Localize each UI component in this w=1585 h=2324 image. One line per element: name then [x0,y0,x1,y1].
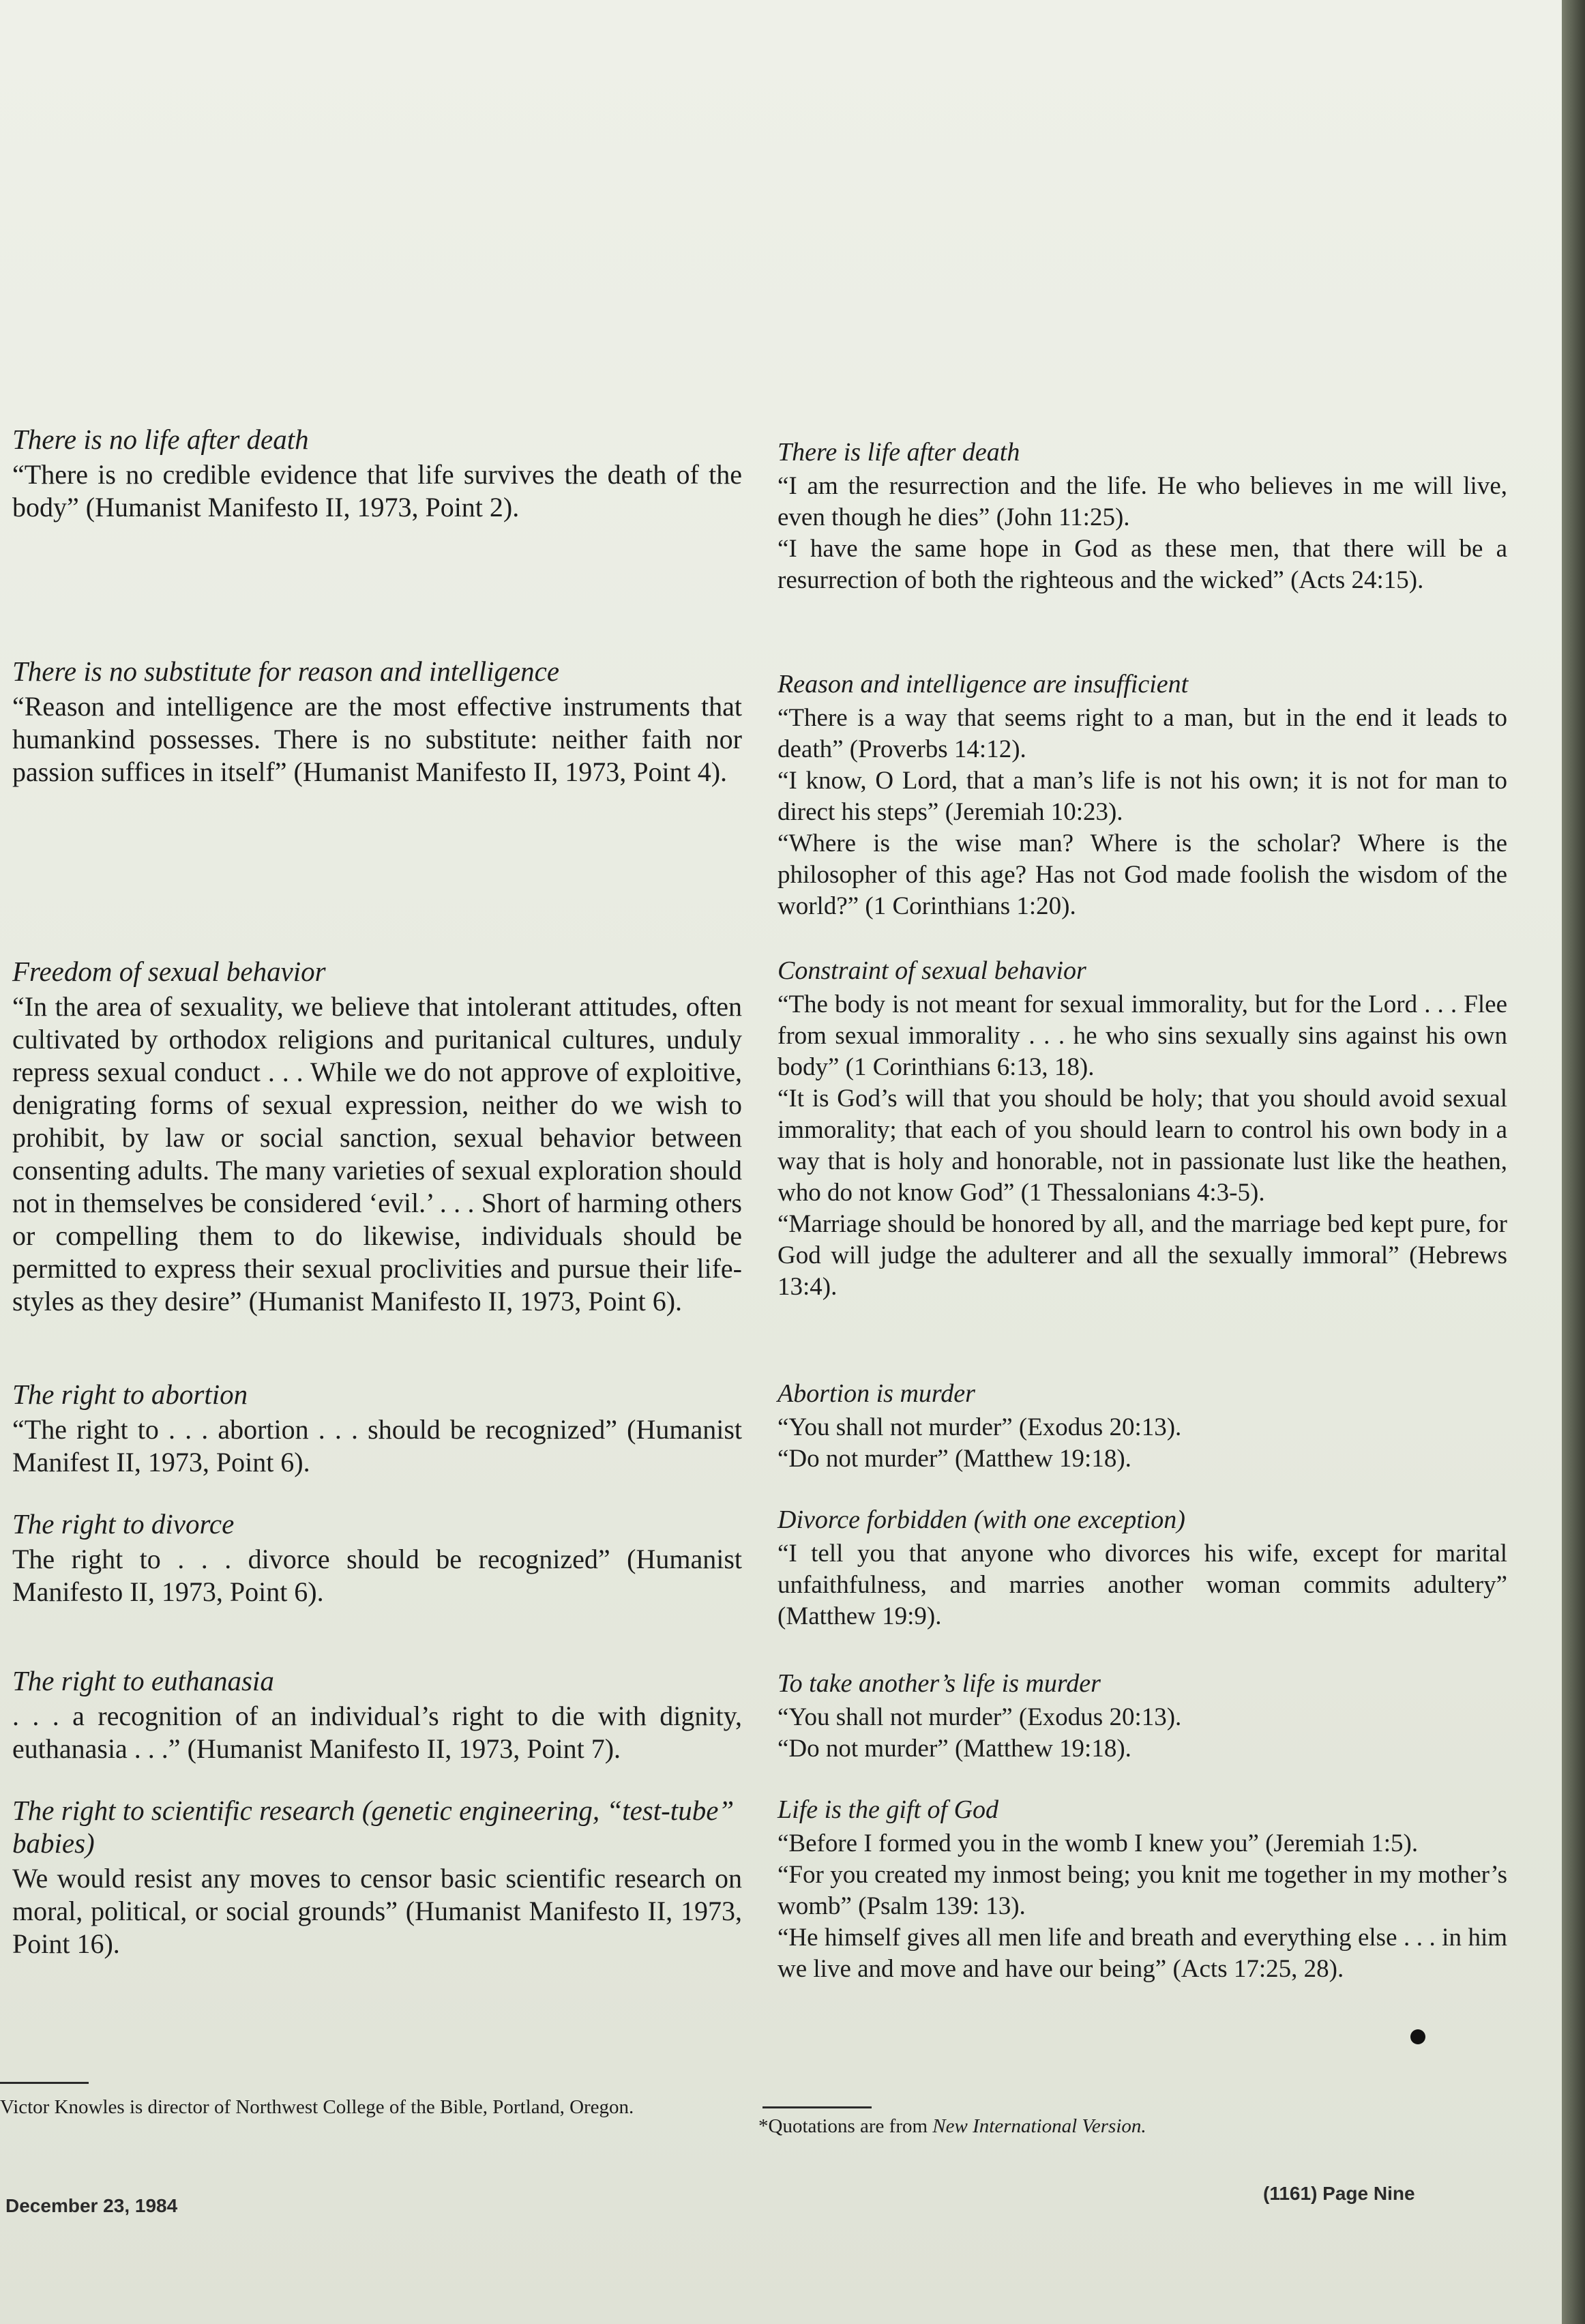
section-title: Divorce forbidden (with one exception) [777,1505,1185,1534]
scripture-quote: “I know, O Lord, that a man’s life is not his own; it is not for man to direct his steps” (Jeremiah 10:23). [777,767,1507,826]
left-section-euthanasia [12,1664,742,1765]
scripture-quote: “For you created my inmost being; you knit me together in my mother’s womb” (Psalm 139: 13). [777,1861,1507,1920]
left-section-abortion [12,1378,742,1479]
page-edge-shadow [1562,0,1585,2324]
right-section-sexual-behavior [777,955,1507,1303]
scripture-quote: “He himself gives all men life and breath and everything else . . . in him we live and move and have our being” (Acts 17:25, 28). [777,1924,1507,1983]
right-section-reason [777,668,1507,922]
section-title: There is life after death [777,438,1020,467]
section-quote: . . . a recognition of an individual’s right to die with dignity, euthanasia . . .” (Humanist Manifesto II, 1973, Point 7). [12,1701,742,1764]
section-title: The right to euthanasia [12,1665,274,1696]
right-section-take-life [777,1668,1507,1765]
section-quote: “There is no credible evidence that life survives the death of the body” (Humanist Manifesto II, 1973, Point 2). [12,459,742,523]
scripture-quote: “Where is the wise man? Where is the scholar? Where is the philosopher of this age? Has not God made foolish the wisdom of the world?” (1 Corinthians 1:20). [777,829,1507,920]
scripture-quote: “You shall not murder” (Exodus 20:13). [777,1413,1182,1441]
section-title: There is no life after death [12,424,309,455]
section-quote: “The right to . . . abortion . . . should be recognized” (Humanist Manifest II, 1973, Point 6). [12,1414,742,1477]
right-section-gift-of-god [777,1794,1507,1985]
left-section-life-after-death [12,423,742,524]
page-number: (1161) Page Nine [1263,2183,1415,2204]
left-section-scientific-research [12,1794,742,1960]
left-section-sexual-behavior [12,955,742,1318]
scripture-quote: “It is God’s will that you should be holy; that you should avoid sexual immorality; that each of you should learn to control his own body in a way that is holy and honorable, not in passionate lust like the heathen, who do not know God” (1 Thessalonians 4:3-5). [777,1085,1507,1207]
section-title: There is no substitute for reason and intelligence [12,656,560,687]
scripture-quote: “You shall not murder” (Exodus 20:13). [777,1703,1182,1731]
scripture-quote: “The body is not meant for sexual immorality, but for the Lord . . . Flee from sexual immorality . . . he who sins sexually sins against his own body” (1 Corinthians 6:13, 18). [777,990,1507,1081]
section-title: The right to scientific research (genetic engineering, “test-tube” babies) [12,1795,735,1859]
section-title: Abortion is murder [777,1379,975,1408]
translation-footnote [758,2113,1440,2139]
right-section-life-after-death [777,437,1507,596]
section-title: Freedom of sexual behavior [12,956,326,987]
section-title: To take another’s life is murder [777,1669,1101,1698]
section-quote: “Reason and intelligence are the most effective instruments that humankind possesses. There is no substitute: neither faith nor passion suffices in itself” (Humanist Manifesto II, 1973, Point 4). [12,691,742,787]
section-quote: The right to . . . divorce should be recognized” (Humanist Manifesto II, 1973, Point 6). [12,1544,742,1607]
right-section-abortion [777,1378,1507,1475]
section-title: Constraint of sexual behavior [777,956,1086,985]
left-section-reason [12,655,742,789]
section-title: Reason and intelligence are insufficient [777,670,1189,698]
scripture-quote: “I am the resurrection and the life. He who believes in me will live, even though he dies” (John 11:25). [777,472,1507,531]
author-footnote: Victor Knowles is director of Northwest College of the Bible, Portland, Oregon. [0,2096,634,2118]
scripture-quote: “Do not murder” (Matthew 19:18). [777,1735,1131,1763]
scripture-quote: “Before I formed you in the womb I knew you” (Jeremiah 1:5). [777,1829,1419,1857]
scripture-quote: “There is a way that seems right to a man, but in the end it leads to death” (Proverbs 14:12). [777,704,1507,763]
section-quote: We would resist any moves to censor basic scientific research on moral, political, or social grounds” (Humanist Manifesto II, 1973, Point 16). [12,1863,742,1959]
section-title: The right to abortion [12,1379,248,1410]
right-section-divorce [777,1504,1507,1632]
scripture-quote: “I have the same hope in God as these men, that there will be a resurrection of both the righteous and the wicked” (Acts 24:15). [777,535,1507,594]
section-quote: “In the area of sexuality, we believe that intolerant attitudes, often cultivated by orthodox religions and puritanical cultures, unduly repress sexual conduct . . . While we do not approve of exploitive, denigrating forms of sexual expression, neither do we wish to prohibit, by law or social sanction, sexual behavior between consenting adults. The many varieties of sexual exploration should not in themselves be considered ‘evil.’ . . . Short of harming others or compelling them to do likewise, individuals should be permitted to express their sexual proclivities and pursue their life-styles as they desire” (Humanist Manifesto II, 1973, Point 6). [12,991,742,1317]
end-of-article-bullet [1410,2029,1425,2044]
scripture-quote: “Do not murder” (Matthew 19:18). [777,1445,1131,1473]
right-footnote-rule [762,2106,872,2108]
left-footnote-rule [0,2082,89,2084]
translation-footnote-prefix: *Quotations are from [758,2115,933,2137]
section-title: Life is the gift of God [777,1795,999,1824]
scripture-quote: “I tell you that anyone who divorces his wife, except for marital unfaithfulness, and marries another woman commits adultery” (Matthew 19:9). [777,1540,1507,1630]
left-section-divorce [12,1507,742,1608]
translation-footnote-source: New International Version. [932,2115,1146,2137]
scripture-quote: “Marriage should be honored by all, and the marriage bed kept pure, for God will judge the adulterer and all the sexually immoral” (Hebrews 13:4). [777,1210,1507,1301]
section-title: The right to divorce [12,1508,235,1540]
issue-date: December 23, 1984 [5,2195,178,2216]
